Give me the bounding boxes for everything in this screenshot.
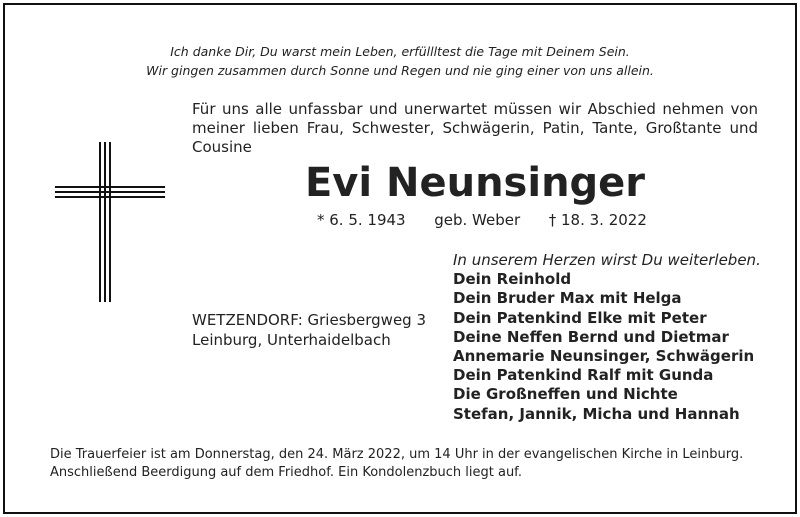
motto-verse: [5, 42, 795, 80]
funeral-info-line-2: Anschließend Beerdigung auf dem Friedhof. Ein Kondolenzbuch liegt auf.: [50, 465, 522, 480]
motto-line-1: Ich danke Dir, Du warst mein Leben, erfüllltest die Tage mit Deinem Sein.: [170, 44, 630, 59]
mourners-lead: In unserem Herzen wirst Du weiterleben.: [453, 251, 761, 269]
mourner-entry: Die Großneffen und Nichte: [453, 385, 678, 404]
funeral-info: [50, 446, 770, 482]
mourner-entry: Deine Neffen Bernd und Dietmar: [453, 327, 729, 346]
mourner-entry: Dein Patenkind Elke mit Peter: [453, 308, 707, 327]
address-block: [192, 310, 426, 350]
mourner-entry: Dein Patenkind Ralf mit Gunda: [453, 366, 714, 385]
deceased-dates: * 6. 5. 1943 geb. Weber † 18. 3. 2022: [317, 211, 647, 229]
mourner-entry: Annemarie Neunsinger, Schwägerin: [453, 347, 755, 366]
deceased-name: Evi Neunsinger: [304, 160, 646, 206]
intro-text: Für uns alle unfassbar und unerwartet müssen wir Abschied nehmen von meiner lieben Frau, Schwester, Schwägerin, Patin, Tante, Großtante und Cousine: [192, 100, 758, 156]
address-line-1: WETZENDORF: Griesbergweg 3: [192, 311, 427, 329]
cross-icon: [55, 142, 165, 302]
mourner-entry: Stefan, Jannik, Micha und Hannah: [453, 404, 740, 423]
motto-line-2: Wir gingen zusammen durch Sonne und Regen und nie ging einer von uns allein.: [146, 63, 654, 78]
mourner-entry: Dein Bruder Max mit Helga: [453, 289, 682, 308]
address-line-2: Leinburg, Unterhaidelbach: [192, 331, 391, 349]
obituary-notice: [3, 3, 797, 514]
mourner-entry: Dein Reinhold: [453, 270, 572, 289]
funeral-info-line-1: Die Trauerfeier ist am Donnerstag, den 24. März 2022, um 14 Uhr in der evangelischen Kirche in Leinburg.: [50, 447, 744, 462]
mourners-list: [453, 251, 773, 424]
